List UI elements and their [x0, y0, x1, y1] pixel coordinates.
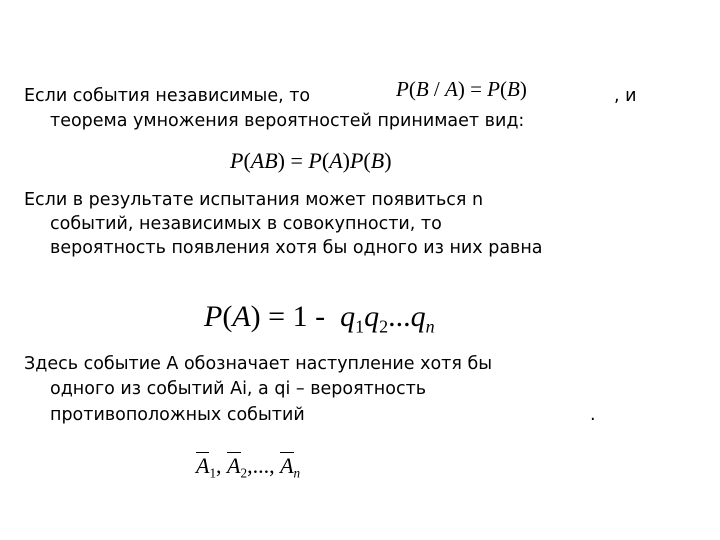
paragraph2-line3: вероятность появления хотя бы одного из них равна	[50, 238, 543, 258]
paragraph1-text: Если события независимые, то	[24, 86, 311, 106]
paragraph2-line2: событий, независимых в совокупности, то	[50, 214, 442, 234]
paragraph1-trailing: , и	[614, 86, 637, 106]
paragraph3-period: .	[590, 405, 596, 425]
formula-complements: $A_1$, $A_2$,..., $A_n$	[196, 453, 301, 481]
paragraph1-line2: теорема умножения вероятностей принимает вид:	[50, 111, 525, 131]
paragraph2-line1: Если в результате испытания может появиться n	[24, 190, 484, 210]
paragraph1-line1	[24, 84, 310, 108]
paragraph3-line2: одного из событий Аi, а qi – вероятность	[50, 379, 427, 399]
paragraph3-line3: противоположных событий	[50, 405, 305, 425]
formula-product: P(AB) = P(A)P(B)	[230, 148, 392, 173]
formula-union: $P(A) = 1 - q_1q_2...q_n$	[204, 300, 435, 337]
formula-conditional: P(B / A) = P(B)	[396, 77, 527, 101]
paragraph3-line1: Здесь событие А обозначает наступление хотя бы	[24, 354, 493, 374]
